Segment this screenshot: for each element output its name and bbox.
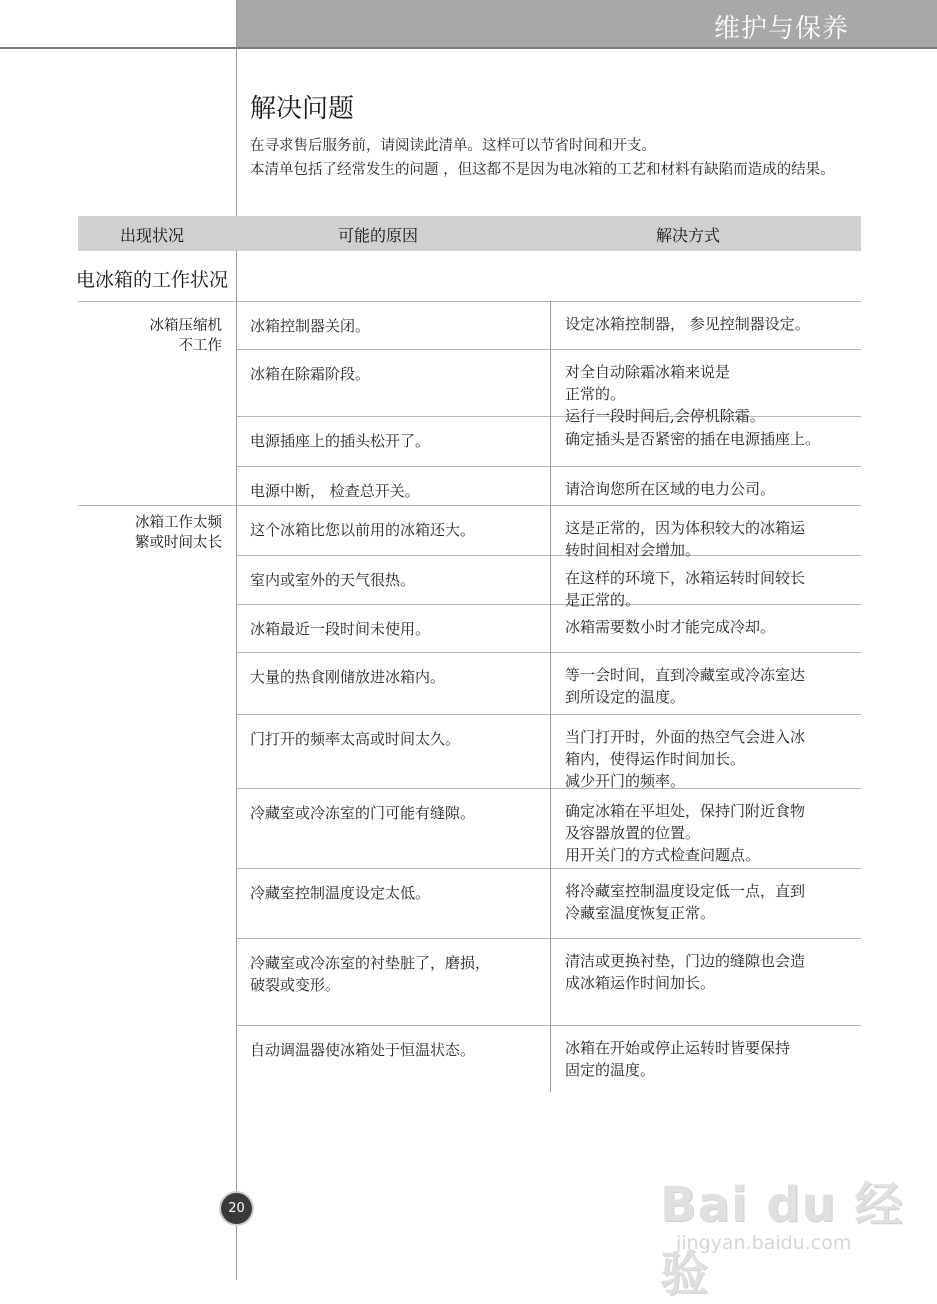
intro-paragraph-1: 在寻求售后服务前，请阅读此清单。这样可以节省时间和开支。: [250, 138, 656, 154]
row-divider: [237, 349, 861, 350]
row-divider: [237, 714, 861, 715]
column-header-cause: 可能的原因: [338, 226, 419, 245]
status-label: 冰箱压缩机 不工作: [149, 318, 222, 354]
cause-cell: 冷藏室或冷冻室的门可能有缝隙。: [250, 804, 476, 822]
cause-cell: 冰箱在除霜阶段。: [250, 365, 371, 383]
watermark: [660, 1140, 930, 1302]
cause-cell: 冷藏室控制温度设定太低。: [250, 884, 431, 902]
group-divider: [78, 301, 861, 302]
solution-cell: 确定插头是否紧密的插在电源插座上。: [565, 430, 821, 448]
cause-cell: 门打开的频率太高或时间太久。: [250, 730, 461, 748]
table-header: [78, 216, 861, 251]
solution-cell: 等一会时间，直到冷藏室或冷冻室达 到所设定的温度。: [565, 666, 806, 706]
group-divider: [78, 505, 861, 506]
row-divider: [237, 1025, 861, 1026]
cause-cell: 这个冰箱比您以前用的冰箱还大。: [250, 521, 476, 539]
header-rule: [0, 47, 937, 49]
cause-cell: 室内或室外的天气很热。: [250, 571, 416, 589]
solution-cell: 请洽询您所在区域的电力公司。: [565, 480, 776, 498]
cause-cell: 电源中断， 检查总开关。: [250, 482, 420, 500]
section-title: 解决问题: [250, 94, 355, 124]
solution-cell: 在这样的环境下，冰箱运转时间较长 是正常的。: [565, 569, 806, 609]
status-label: 冰箱工作太频 繁或时间太长: [135, 515, 222, 551]
cause-cell: 冰箱控制器关闭。: [250, 317, 371, 335]
cause-cell: 大量的热食刚储放进冰箱内。: [250, 668, 446, 686]
row-divider: [237, 868, 861, 869]
category-title: 电冰箱的工作状况: [76, 269, 229, 291]
column-header-status: 出现状况: [120, 226, 185, 245]
cause-cell: 自动调温器使冰箱处于恒温状态。: [250, 1041, 476, 1059]
row-divider: [237, 652, 861, 653]
column-header-solution: 解决方式: [656, 226, 721, 245]
watermark-url: jingyan.baidu.com: [676, 1232, 852, 1254]
row-divider: [237, 466, 861, 467]
watermark-logo: Bai du 经验: [660, 1177, 904, 1302]
cause-cell: 冷藏室或冷冻室的衬垫脏了，磨损， 破裂或变形。: [250, 954, 491, 994]
solution-cell: 设定冰箱控制器， 参见控制器设定。: [565, 315, 810, 333]
column-divider: [550, 301, 551, 1092]
header-band: [237, 0, 937, 47]
page-number: 20: [221, 1193, 252, 1224]
solution-cell: 将冷藏室控制温度设定低一点，直到 冷藏室温度恢复正常。: [565, 882, 806, 922]
solution-cell: 清洁或更换衬垫，门边的缝隙也会造 成冰箱运作时间加长。: [565, 952, 806, 992]
row-divider: [237, 938, 861, 939]
cause-cell: 电源插座上的插头松开了。: [250, 432, 431, 450]
solution-cell: 冰箱在开始或停止运转时皆要保持 固定的温度。: [565, 1039, 791, 1079]
solution-cell: 这是正常的，因为体积较大的冰箱运 转时间相对会增加。: [565, 519, 806, 559]
solution-cell: 冰箱需要数小时才能完成冷却。: [565, 618, 776, 636]
solution-cell: 对全自动除霜冰箱来说是 正常的。 运行一段时间后,会停机除霜。: [565, 363, 765, 425]
header-title: 维护与保养: [713, 14, 849, 44]
margin-line: [236, 0, 237, 1280]
solution-cell: 当门打开时，外面的热空气会进入冰 箱内，使得运作时间加长。 减少开门的频率。: [565, 728, 806, 790]
cause-cell: 冰箱最近一段时间未使用。: [250, 620, 431, 638]
solution-cell: 确定冰箱在平坦处，保持门附近食物 及容器放置的位置。 用开关门的方式检查问题点。: [565, 802, 806, 864]
intro-paragraph-2: 本清单包括了经常发生的问题 ，但这都不是因为电冰箱的工艺和材料有缺陷而造成的结果。: [250, 162, 835, 178]
